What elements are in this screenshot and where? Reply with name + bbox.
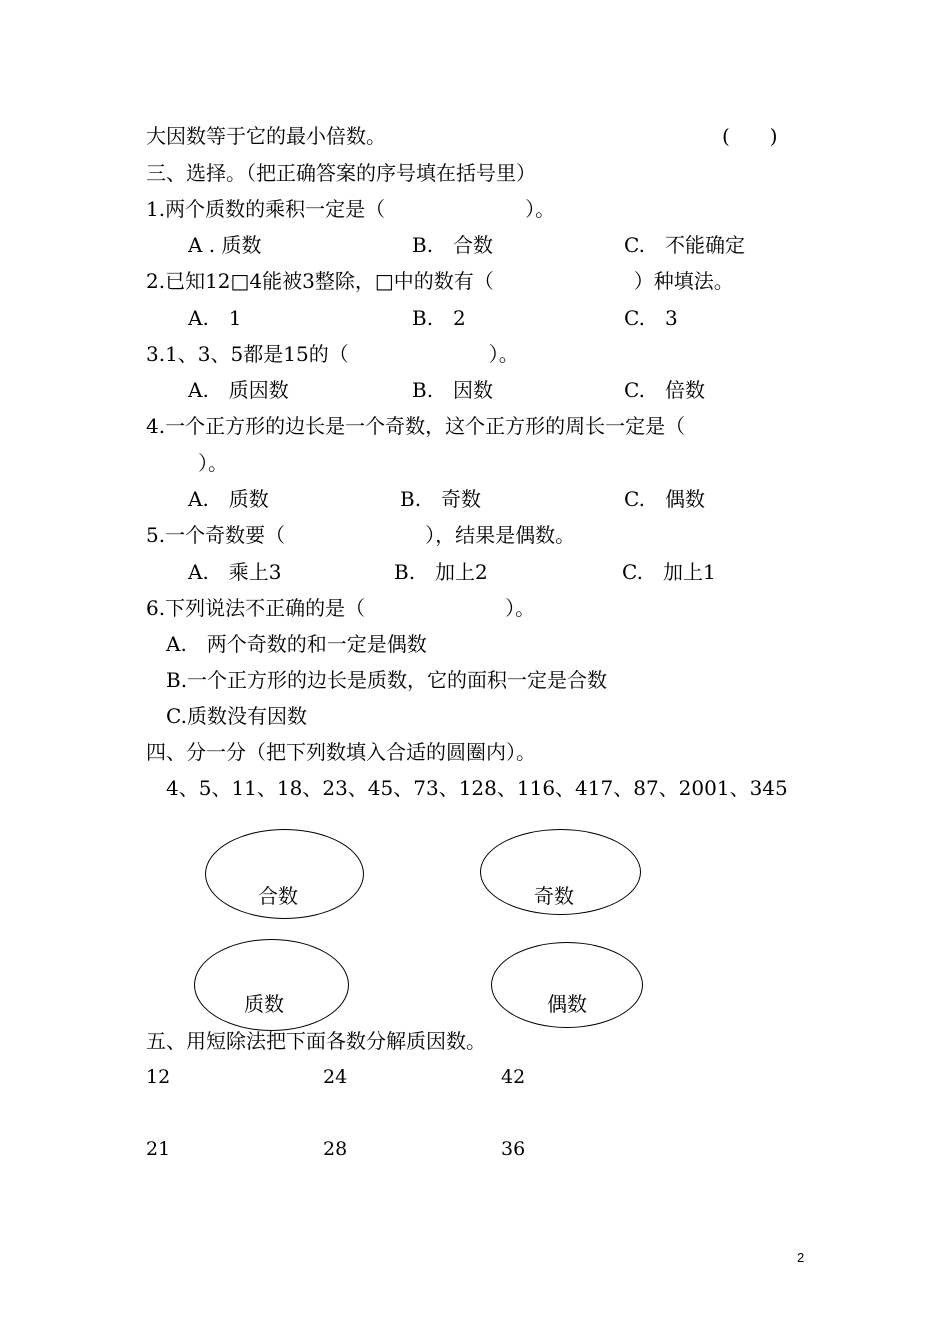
q4-stem: 4.一个正方形的边长是一个奇数，这个正方形的周长一定是（ [146,414,686,438]
number-24: 24 [323,1066,348,1088]
q4-option-a: A. 质数 [188,487,269,511]
q6-option-c: C.质数没有因数 [166,704,307,728]
page-number: 2 [797,1250,805,1265]
q6-option-a: A. 两个奇数的和一定是偶数 [166,632,427,656]
q3-option-b: B. 因数 [412,378,494,402]
q5-option-a: A. 乘上3 [188,560,282,584]
q1-option-c: C. 不能确定 [624,233,745,257]
composite-circle-label: 合数 [258,884,298,908]
section4-heading: 四、分一分（把下列数填入合适的圆圈内）。 [146,740,536,764]
q4-option-b: B. 奇数 [400,487,482,511]
q1-option-a: A . 质数 [188,233,262,257]
even-circle-label: 偶数 [547,992,587,1016]
number-list: 4、5、11、18、23、45、73、128、116、417、87、2001、345 [166,776,788,800]
number-12: 12 [146,1066,171,1088]
number-21: 21 [146,1138,171,1160]
prime-circle-label: 质数 [244,992,284,1016]
q2-option-c: C. 3 [624,306,678,330]
q6-stem: 6.下列说法不正确的是（ ）。 [146,596,536,620]
q4-stem-continuation: ）。 [198,451,228,475]
q2-stem: 2.已知12□4能被3整除，□中的数有（ ）种填法。 [146,269,734,293]
carry-over-text: 大因数等于它的最小倍数。 [146,124,386,148]
section3-heading: 三、选择。（把正确答案的序号填在括号里） [146,161,536,185]
q3-option-a: A. 质因数 [188,378,289,402]
q2-option-a: A. 1 [188,306,242,330]
q5-option-b: B. 加上2 [394,560,488,584]
q4-option-c: C. 偶数 [624,487,705,511]
number-28: 28 [323,1138,348,1160]
odd-circle-label: 奇数 [534,884,574,908]
section5-heading: 五、用短除法把下面各数分解质因数。 [146,1029,486,1053]
prime-circle[interactable] [194,939,349,1031]
answer-blank: ( ) [722,124,778,148]
q5-stem: 5.一个奇数要（ ），结果是偶数。 [146,523,576,547]
q3-stem: 3.1、3、5都是15的（ ）。 [146,342,519,366]
q2-option-b: B. 2 [412,306,466,330]
q1-option-b: B. 合数 [412,233,494,257]
q1-stem: 1.两个质数的乘积一定是（ ）。 [146,197,556,221]
number-42: 42 [501,1066,526,1088]
q6-option-b: B.一个正方形的边长是质数，它的面积一定是合数 [166,668,608,692]
q5-option-c: C. 加上1 [622,560,716,584]
q3-option-c: C. 倍数 [624,378,705,402]
number-36: 36 [501,1138,526,1160]
